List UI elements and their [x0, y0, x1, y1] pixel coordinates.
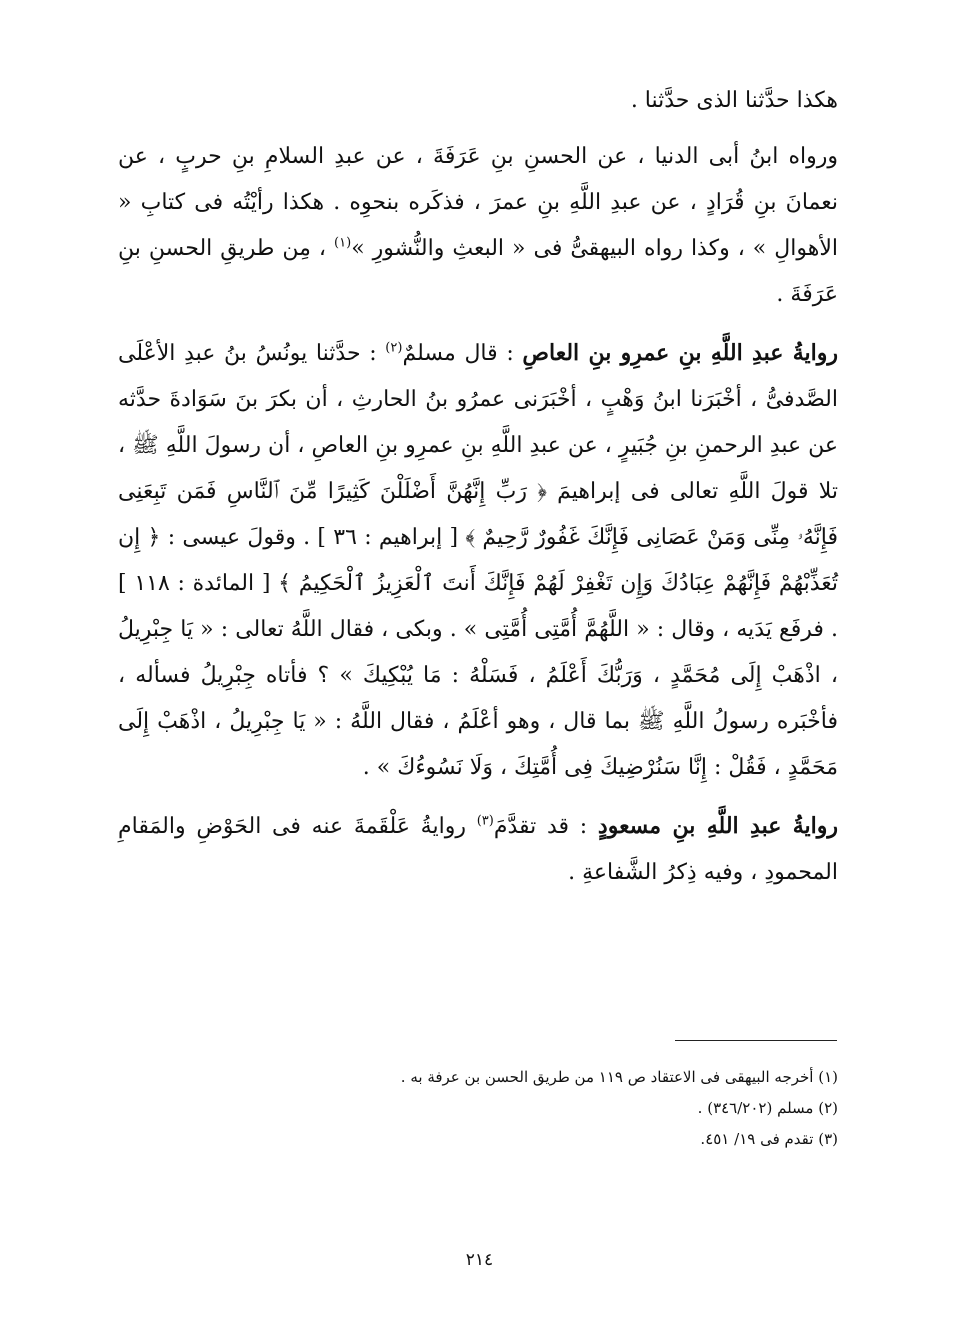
opening-line: هكذا حدَّثنا الذى حدَّثنا . [630, 88, 838, 113]
page-number: ٢١٤ [465, 1250, 494, 1270]
footnote-1: (١) أخرجه البيهقى فى الاعتقاد ص ١١٩ من طريق الحسن بن عرفة به . [400, 1068, 838, 1086]
footnotes [118, 1062, 838, 1155]
footnote-3: (٣) تقدم فى ١٩/ ٤٥١. [700, 1130, 838, 1148]
paragraph-lead: : قد تقدَّمَ [493, 814, 598, 839]
paragraph-text-end: ، مِن طريقِ الحسنِ بنِ عَرَفَةَ . [118, 236, 838, 307]
footnote-ref-3[interactable]: (٣) [476, 813, 494, 829]
section-heading-ibn-masud: روايةُ عبدِ اللَّهِ بنِ مسعودٍ [597, 813, 839, 839]
paragraph-ibn-abi-dunya [118, 134, 838, 318]
page-body [118, 78, 838, 896]
paragraph-text: : حدَّثنا يونُسُ بنُ عبدِ الأعْلَى الصَّدفىُّ ، أخْبَرَنا ابنُ وَهْبٍ ، أخْبَرَنى عمرُو بنُ الحارثِ ، أن بكرَ بنَ سَوَادةَ حدَّثه عن عبدِ الرحمنِ بنِ جُبَيرٍ ، عن عبدِ اللَّهِ بنِ عمرِو بنِ العاصِ ، أن رسولَ اللَّهِ ﷺ ، تلا قولَ اللَّهِ تعالى فى إبراهيمَ ﴿ رَبِّ إِنَّهُنَّ أَضْلَلْنَ كَثِيرًا مِّنَ ٱلنَّاسِ فَمَن تَبِعَنِى فَإِنَّهُۥ مِنِّى وَمَنْ عَصَانِى فَإِنَّكَ غَفُورٌ رَّحِيمٌ ﴾ [ إبراهيم : ٣٦ ] . وقولَ عيسى : ﴿ إِن تُعَذِّبْهُمْ فَإِنَّهُمْ عِبَادُكَ وَإِن تَغْفِرْ لَهُمْ فَإِنَّكَ أَنتَ ٱلْعَزِيزُ ٱلْحَكِيمُ ﴾ [ المائدة : ١١٨ ] . فرفَع يَدَيه ، وقال : « اللَّهُمَّ أُمَّتِى أُمَّتِى » . وبكى ، فقال اللَّهُ تعالى : « يَا جِبْرِيلُ ، اذْهَبْ إِلَى مُحَمَّدٍ ، وَرَبُّكَ أَعْلَمُ ، فَسَلْهُ : مَا يُبْكِيكَ » ؟ فأتاه جِبْرِيلُ فسأله ، فأخْبَره رسولُ اللَّهِ ﷺ بما قال ، وهو أعْلَمُ ، فقال اللَّهُ : « يَا جِبْرِيلُ ، اذْهَبْ إِلَى مَحَمَّدٍ ، فَقُلْ : إِنَّا سَنُرْضِيكَ فِى أُمَّتِكَ ، وَلَا نَسُوءُكَ » . [118, 341, 839, 780]
footnote-divider [675, 1040, 837, 1041]
paragraph-ibn-amr [118, 330, 838, 791]
footnote-ref-2[interactable]: (٢) [385, 340, 403, 356]
paragraph-lead: : قال مسلمٌ [402, 341, 523, 366]
paragraph-text: ورواه ابنُ أبى الدنيا ، عن الحسنِ بنِ عَرَفَةَ ، عن عبدِ السلامِ بنِ حربٍ ، عن نعمانَ بنِ قُرَادٍ ، عن عبدِ اللَّهِ بنِ عمرَ ، فذكَره بنحوِه . هكذا رأيْتُه فى كتابِ « الأهوالِ » ، وكذا رواه البيهقىُّ فى « البعثِ والنُّشورِ » [118, 144, 838, 261]
footnote-2: (٢) مسلم (٣٤٦/٢٠٢) . [697, 1099, 838, 1117]
footnote-ref-1[interactable]: (١) [334, 235, 352, 251]
paragraph-ibn-masud [118, 803, 838, 896]
paragraph-text: روايةُ عَلْقَمةَ عنه فى الحَوْضِ والمَقامِ المحمودِ ، وفيه ذِكرُ الشَّفاعةِ . [118, 814, 838, 885]
section-heading-ibn-amr: روايةُ عبدِ اللَّهِ بنِ عمرِو بنِ العاصِ [522, 340, 838, 366]
